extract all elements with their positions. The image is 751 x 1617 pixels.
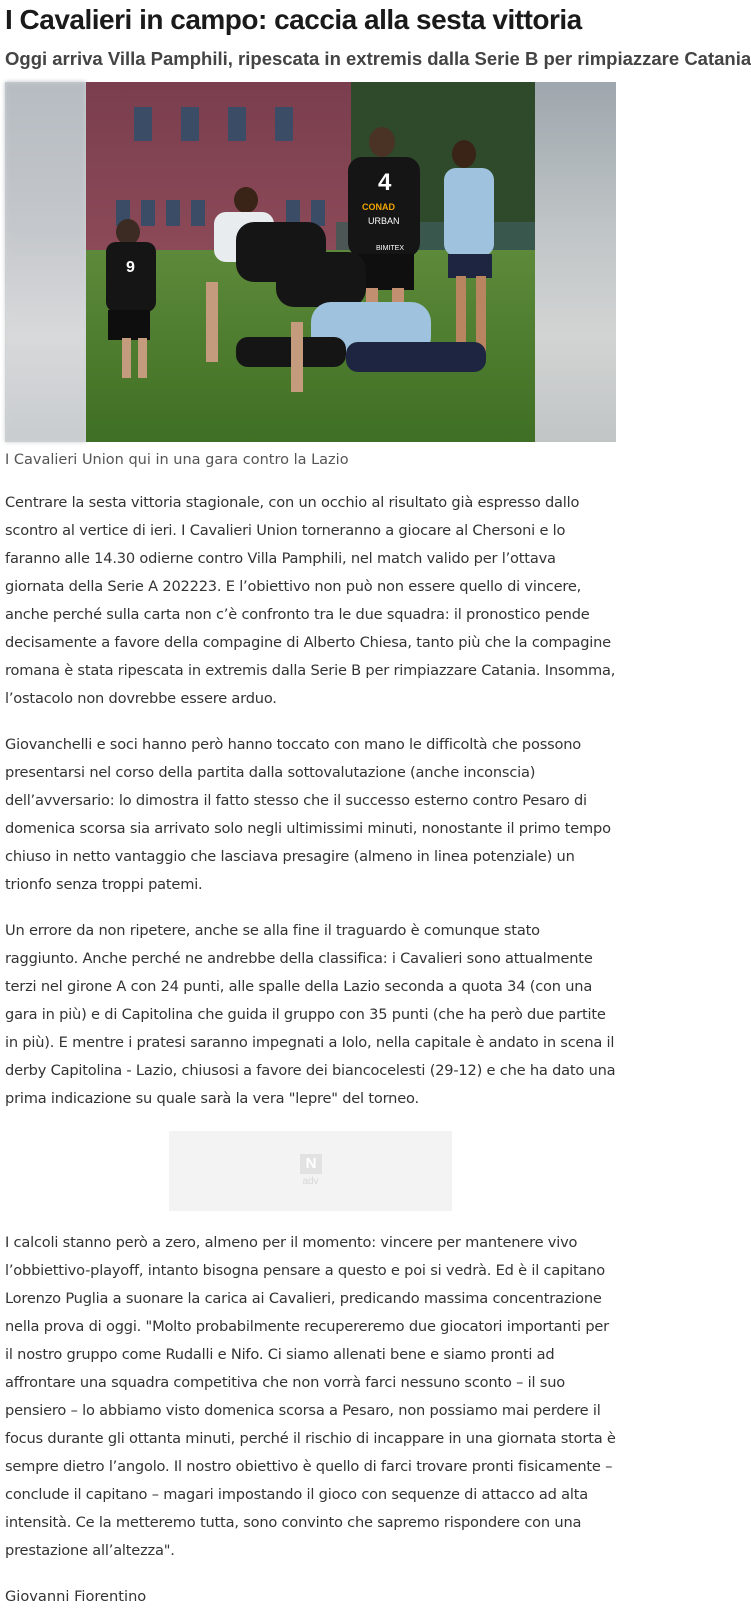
article-body	[5, 489, 616, 1611]
article-author: Giovanni Fiorentino	[5, 1588, 147, 1605]
window	[134, 107, 152, 141]
window	[275, 107, 293, 141]
window	[141, 200, 155, 226]
window	[228, 107, 246, 141]
article-subtitle: Oggi arriva Villa Pamphili, ripescata in extremis dalla Serie B per rimpiazzare Catania	[5, 48, 751, 69]
article-paragraph: Centrare la sesta vittoria stagionale, con un occhio al risultato già espresso dallo scontro al vertice di ieri. I Cavalieri Union torneranno a giocare al Chersoni e lo faranno alle 14.30 odierne contro Villa Pamphili, nel match valido per l’ottava giornata della Serie A 202223. E l’obiettivo non può non essere quello di vincere, anche perché sulla carta non c’è confronto tra le due squadra: il pronostico pende decisamente a favore della compagine di Alberto Chiesa, tanto più che la compagine romana è stata ripescata in extremis dalla Serie B per rimpiazzare Catania. Insomma, l’ostacolo non dovrebbe essere arduo.	[5, 494, 616, 707]
sponsor-urban: URBAN	[368, 216, 400, 226]
ad-logo-icon: N	[300, 1154, 322, 1174]
jersey-number-4: 4	[378, 169, 392, 196]
window	[181, 107, 199, 141]
photo-blur-left	[5, 82, 86, 442]
article-paragraph: I calcoli stanno però a zero, almeno per il momento: vincere per mantenere vivo l’obbiettivo-playoff, intanto bisogna pensare a questo e poi si vedrà. Ed è il capitano Lorenzo Puglia a suonare la carica ai Cavalieri, predicando massima concentrazione nella prova di oggi. "Molto probabilmente recupereremo due giocatori importanti per il nostro gruppo come Rudalli e Nifo. Ci siamo allenati bene e siamo pronti ad affrontare una squadra competitiva che non vorrà farci nessuno sconto – il suo pensiero – lo abbiamo visto domenica scorsa a Pesaro, non possiamo mai perdere il focus durante gli ottanta minuti, perché il rischio di incappare in una giornata storta è sempre dietro l’angolo. Il nostro obiettivo è quello di farci trovare pronti fisicamente – conclude il capitano – magari impostando il gioco con sequenze di attacco ad alta intensità. Ce la metteremo tutta, sono convinto che sapremo rispondere con una prestazione all’altezza".	[5, 1234, 616, 1559]
photo-caption: I Cavalieri Union qui in una gara contro la Lazio	[5, 452, 349, 468]
rugby-photo	[86, 82, 535, 442]
article-photo	[5, 82, 616, 442]
window	[166, 200, 180, 226]
photo-blur-right	[535, 82, 616, 442]
ad-label: adv	[302, 1176, 319, 1187]
window	[311, 200, 325, 226]
sponsor-conad: CONAD	[362, 202, 395, 212]
article-paragraph: Un errore da non ripetere, anche se alla fine il traguardo è comunque stato raggiunto. Anche perché ne andrebbe della classifica: i Cavalieri sono attualmente terzi nel girone A con 24 punti, alle spalle della Lazio seconda a quota 34 (con una gara in più) e di Capitolina che guida il gruppo con 35 punti (che ha però due partite in più). E mentre i pratesi saranno impegnati a Iolo, nella capitale è andato in scena il derby Capitolina - Lazio, chiusosi a favore dei biancocelesti (29-12) e che ha dato una prima indicazione su quale sarà la vera "lepre" del torneo.	[5, 922, 616, 1107]
ad-placeholder[interactable]	[169, 1131, 452, 1211]
jersey-number-9: 9	[126, 259, 135, 276]
article-paragraph: Giovanchelli e soci hanno però hanno toccato con mano le difficoltà che possono presentarsi nel corso della partita dalla sottovalutazione (anche inconscia) dell’avversario: lo dimostra il fatto stesso che il successo esterno contro Pesaro di domenica scorsa sia arrivato solo negli ultimissimi minuti, nonostante il primo tempo chiuso in netto vantaggio che lasciava presagire (almeno in linea potenziale) un trionfo senza troppi patemi.	[5, 736, 611, 893]
window	[191, 200, 205, 226]
sponsor-bimitex: BIMITEX	[376, 245, 405, 252]
article-title: I Cavalieri in campo: caccia alla sesta vittoria	[5, 4, 582, 35]
